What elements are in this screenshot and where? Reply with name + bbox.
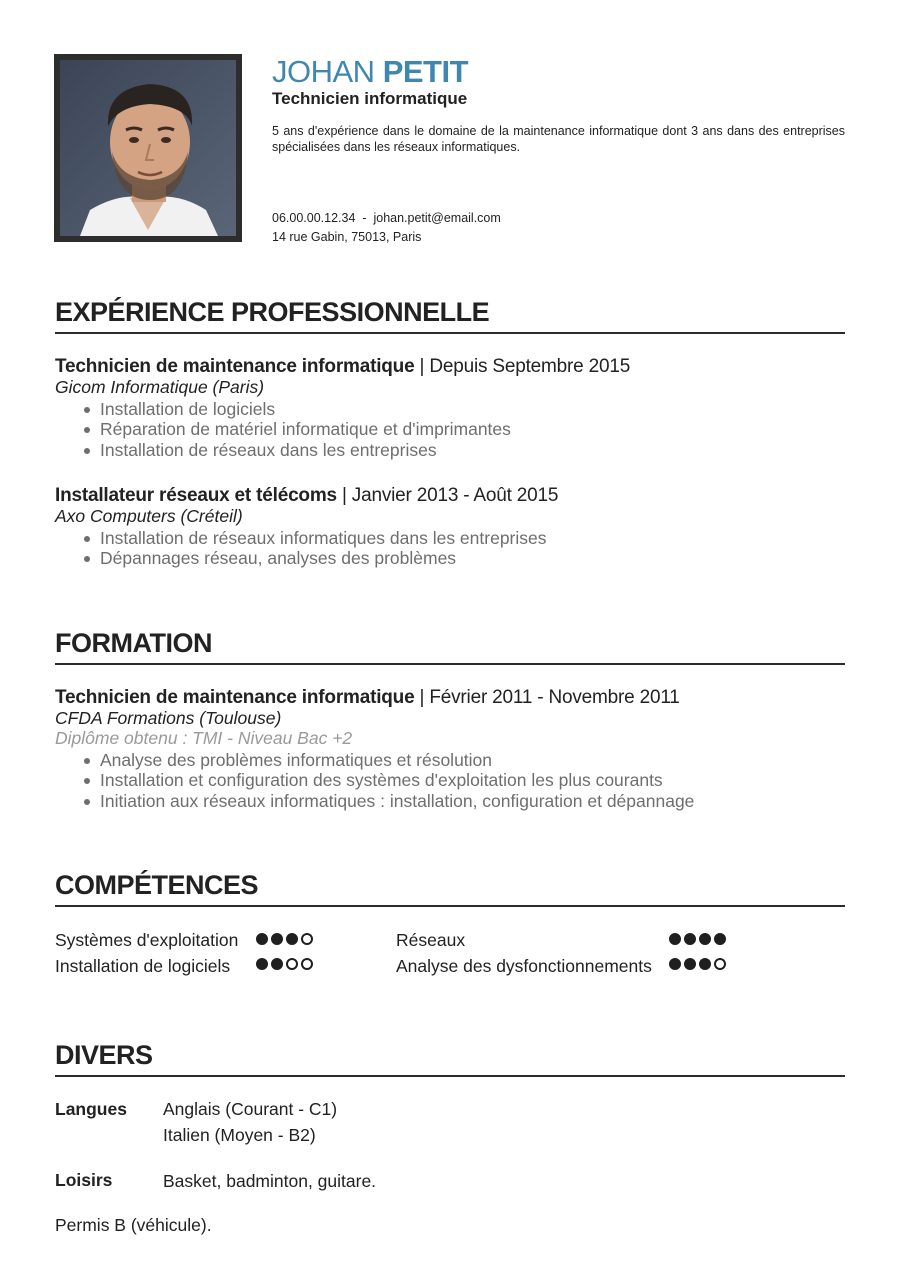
- section-title-skills: COMPÉTENCES: [55, 869, 845, 907]
- list-item: Installation de logiciels: [55, 399, 845, 419]
- entry-role: Installateur réseaux et télécoms: [55, 485, 337, 506]
- list-item: Installation de réseaux informatiques dans les entreprises: [55, 528, 845, 548]
- entry-heading: [55, 485, 845, 506]
- entry-heading: [55, 356, 845, 377]
- profile-summary: 5 ans d'expérience dans le domaine de la maintenance informatique dont 3 ans dans des entreprises spécialisées dans les réseaux informatiques.: [272, 124, 845, 154]
- entry-organization: CFDA Formations (Toulouse): [55, 708, 282, 728]
- filled-dot-icon: [669, 958, 681, 970]
- language-item: Anglais (Courant - C1): [163, 1099, 338, 1119]
- filled-dot-icon: [256, 958, 268, 970]
- skill-rating: [669, 933, 726, 945]
- filled-dot-icon: [256, 933, 268, 945]
- entry-diploma: Diplôme obtenu : TMI - Niveau Bac +2: [55, 728, 353, 748]
- list-item: Installation de réseaux dans les entreprises: [55, 440, 845, 460]
- entry-dates: | Depuis Septembre 2015: [414, 356, 631, 377]
- contact-address: 14 rue Gabin, 75013, Paris: [272, 230, 422, 244]
- person-name: [272, 54, 468, 90]
- hobbies-value: Basket, badminton, guitare.: [163, 1171, 377, 1191]
- driving-license: Permis B (véhicule).: [55, 1215, 212, 1235]
- section-title-experience: EXPÉRIENCE PROFESSIONNELLE: [55, 296, 845, 334]
- language-item: Italien (Moyen - B2): [163, 1125, 316, 1145]
- filled-dot-icon: [714, 933, 726, 945]
- filled-dot-icon: [286, 933, 298, 945]
- entry-dates: | Février 2011 - Novembre 2011: [414, 687, 680, 708]
- portrait-image: [60, 60, 236, 236]
- list-item: Analyse des problèmes informatiques et résolution: [55, 750, 845, 770]
- education-entry: [55, 687, 845, 811]
- entry-role: Technicien de maintenance informatique: [55, 356, 415, 377]
- list-item: Dépannages réseau, analyses des problèmes: [55, 548, 845, 568]
- experience-entry: [55, 356, 845, 460]
- skill-rating: [256, 933, 313, 945]
- filled-dot-icon: [699, 933, 711, 945]
- list-item: Réparation de matériel informatique et d'imprimantes: [55, 419, 845, 439]
- empty-dot-icon: [301, 933, 313, 945]
- entry-dates: | Janvier 2013 - Août 2015: [336, 485, 559, 506]
- filled-dot-icon: [684, 958, 696, 970]
- profile-photo: [54, 54, 242, 242]
- section-title-misc: DIVERS: [55, 1039, 845, 1077]
- list-item: Installation et configuration des systèmes d'exploitation les plus courants: [55, 770, 845, 790]
- section-title-education: FORMATION: [55, 627, 845, 665]
- entry-bullets: [55, 528, 845, 569]
- contact-block: [272, 209, 501, 247]
- filled-dot-icon: [684, 933, 696, 945]
- filled-dot-icon: [699, 958, 711, 970]
- skill-rating: [256, 958, 313, 970]
- filled-dot-icon: [271, 933, 283, 945]
- hobbies-label: Loisirs: [55, 1170, 113, 1190]
- empty-dot-icon: [714, 958, 726, 970]
- entry-organization: Axo Computers (Créteil): [55, 506, 243, 526]
- skill-label: Réseaux: [396, 930, 466, 950]
- entry-heading: [55, 687, 845, 708]
- filled-dot-icon: [669, 933, 681, 945]
- languages-label: Langues: [55, 1099, 127, 1119]
- list-item: Initiation aux réseaux informatiques : installation, configuration et dépannage: [55, 791, 845, 811]
- last-name: PETIT: [382, 54, 469, 89]
- skill-label: Analyse des dysfonctionnements: [396, 956, 652, 976]
- entry-organization: Gicom Informatique (Paris): [55, 377, 265, 397]
- empty-dot-icon: [301, 958, 313, 970]
- skill-rating: [669, 958, 726, 970]
- first-name: JOHAN: [272, 54, 375, 89]
- experience-entry: [55, 485, 845, 569]
- filled-dot-icon: [271, 958, 283, 970]
- entry-bullets: [55, 750, 845, 811]
- job-title: Technicien informatique: [272, 89, 468, 108]
- entry-role: Technicien de maintenance informatique: [55, 687, 415, 708]
- contact-phone-email: 06.00.00.12.34 - johan.petit@email.com: [272, 211, 501, 225]
- languages-list: [163, 1096, 337, 1148]
- skill-label: Installation de logiciels: [55, 956, 231, 976]
- empty-dot-icon: [286, 958, 298, 970]
- entry-bullets: [55, 399, 845, 460]
- skill-label: Systèmes d'exploitation: [55, 930, 239, 950]
